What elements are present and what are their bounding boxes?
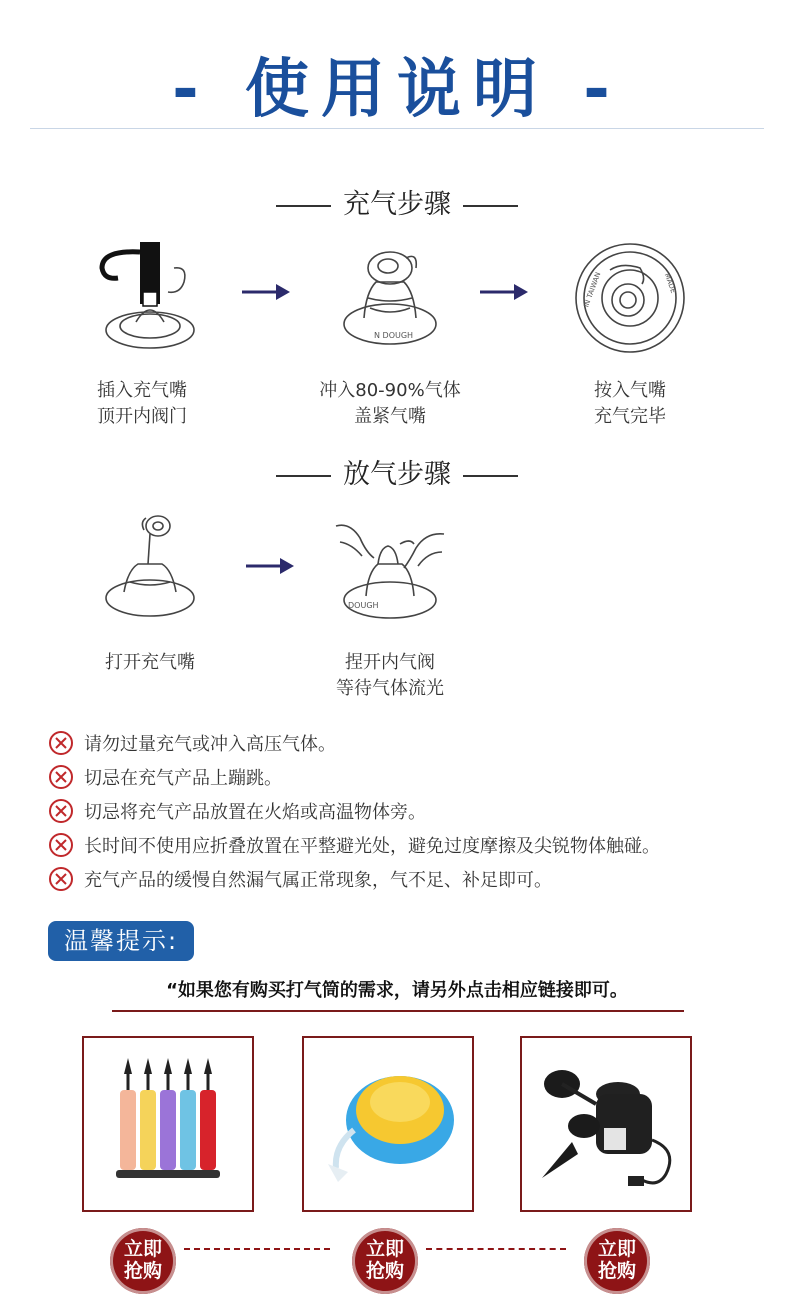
buy-now-line: 抢购 — [123, 1260, 162, 1282]
buy-now-line: 立即 — [365, 1238, 404, 1260]
heading-dash-right — [463, 205, 518, 207]
warning-item — [48, 828, 768, 862]
pushed-valve-illustration — [570, 238, 690, 358]
deflate-heading-text: 放气步骤 — [343, 459, 451, 490]
warning-item — [48, 726, 768, 760]
arrow-right-icon — [246, 556, 294, 576]
caption-line: 盖紧气嘴 — [354, 406, 426, 427]
tip-divider — [112, 1010, 684, 1012]
svg-text:MADE: MADE — [662, 272, 678, 295]
page-title: - 使用说明 - — [172, 53, 622, 127]
foot-pump-icon — [314, 1050, 462, 1198]
title-divider — [30, 128, 764, 129]
dotted-connector — [426, 1248, 566, 1250]
warning-text: 长时间不使用应折叠放置在平整避光处，避免过度摩擦及尖锐物体触碰。 — [84, 836, 660, 857]
electric-pump-icon — [532, 1050, 680, 1198]
prohibited-icon — [48, 798, 74, 824]
caption-line: 充气完毕 — [594, 406, 666, 427]
caption-line: 捏开内气阀 — [345, 652, 435, 673]
insert-nozzle-illustration — [88, 238, 208, 358]
warning-item — [48, 760, 768, 794]
warning-text: 充气产品的缓慢自然漏气属正常现象，气不足、补足即可。 — [84, 870, 552, 891]
hand-pump-set-icon — [94, 1050, 242, 1198]
buy-now-line: 抢购 — [365, 1260, 404, 1282]
warning-text: 请勿过量充气或冲入高压气体。 — [84, 734, 336, 755]
caption-line: 打开充气嘴 — [105, 652, 195, 673]
inflate-step-1-caption — [42, 378, 242, 430]
product-card-foot-pump[interactable] — [302, 1036, 474, 1212]
arrow-right-icon — [480, 282, 528, 302]
tip-badge: 温馨提示: — [48, 921, 194, 961]
squeeze-valve-illustration — [330, 508, 450, 628]
heading-dash-right — [463, 475, 518, 477]
warning-text: 切忌在充气产品上蹦跳。 — [84, 768, 282, 789]
arrow-right-icon — [242, 282, 290, 302]
warning-item — [48, 794, 768, 828]
warning-list — [48, 726, 768, 896]
buy-now-button[interactable] — [110, 1228, 176, 1294]
inflate-step-2-caption — [290, 378, 490, 430]
buy-now-line: 立即 — [123, 1238, 162, 1260]
prohibited-icon — [48, 866, 74, 892]
deflate-step-1-caption — [50, 650, 250, 676]
prohibited-icon — [48, 764, 74, 790]
dotted-connector — [184, 1248, 330, 1250]
deflate-heading — [0, 452, 794, 491]
svg-text:IN TAIWAN: IN TAIWAN — [582, 271, 603, 309]
buy-now-line: 抢购 — [597, 1260, 636, 1282]
caption-line: 等待气体流光 — [336, 678, 444, 699]
caption-line: 按入气嘴 — [594, 380, 666, 401]
buy-now-line: 立即 — [597, 1238, 636, 1260]
svg-text:DOUGH: DOUGH — [348, 601, 379, 610]
buy-now-button[interactable] — [584, 1228, 650, 1294]
open-nozzle-illustration — [88, 508, 208, 628]
buy-now-button[interactable] — [352, 1228, 418, 1294]
caption-line: 冲入80-90%气体 — [319, 380, 461, 401]
inflate-heading — [0, 182, 794, 221]
warning-text: 切忌将充气产品放置在火焰或高温物体旁。 — [84, 802, 426, 823]
inflate-step-3-caption — [530, 378, 730, 430]
heading-dash-left — [276, 205, 331, 207]
caption-line: 插入充气嘴 — [97, 380, 187, 401]
inflate-heading-text: 充气步骤 — [343, 189, 451, 220]
deflate-step-2-caption — [290, 650, 490, 702]
caption-line: 顶开内阀门 — [97, 406, 187, 427]
heading-dash-left — [276, 475, 331, 477]
tip-text: “如果您有购买打气筒的需求，请另外点击相应链接即可。 — [166, 980, 628, 1001]
close-valve-illustration — [330, 238, 450, 358]
warning-item — [48, 862, 768, 896]
prohibited-icon — [48, 832, 74, 858]
product-card-hand-pump[interactable] — [82, 1036, 254, 1212]
prohibited-icon — [48, 730, 74, 756]
svg-text:N DOUGH: N DOUGH — [374, 331, 414, 340]
product-card-electric-pump[interactable] — [520, 1036, 692, 1212]
